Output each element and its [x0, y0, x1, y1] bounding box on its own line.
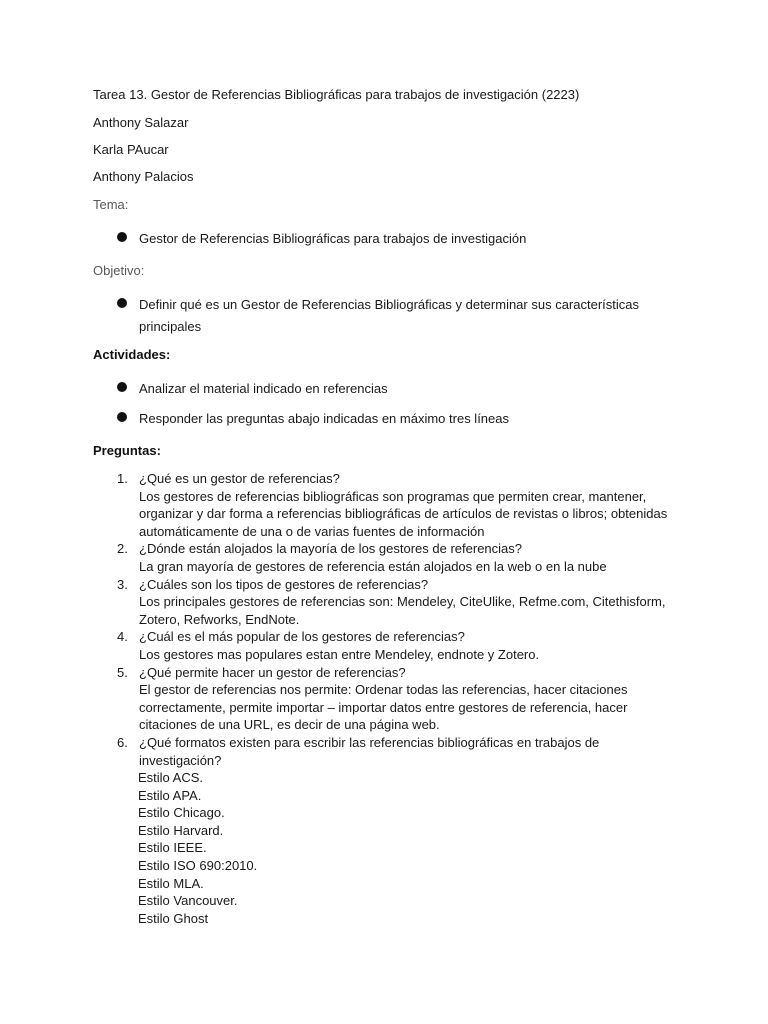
question-item	[93, 734, 693, 928]
question-number: 3.	[117, 576, 128, 592]
question-text: ¿Dónde están alojados la mayoría de los gestores de referencias?	[139, 541, 522, 557]
bullet-dot-icon	[117, 232, 127, 242]
question-text: ¿Qué es un gestor de referencias?	[139, 471, 340, 486]
question-number: 2.	[117, 541, 128, 557]
author-2: Karla PAucar	[93, 142, 169, 157]
citation-style-item: Estilo ACS.	[138, 770, 204, 786]
question-item	[93, 664, 693, 734]
bullet-dot-icon	[117, 382, 127, 392]
question-item	[93, 470, 693, 540]
preguntas-heading: Preguntas:	[93, 443, 161, 458]
question-text: ¿Cuál es el más popular de los gestores de referencias?	[139, 629, 465, 645]
bullet-dot-icon	[117, 298, 127, 308]
question-text: ¿Qué formatos existen para escribir las referencias bibliográficas en trabajos de investigación?	[139, 734, 600, 768]
question-item	[93, 628, 693, 663]
citation-style-item: Estilo IEEE.	[138, 840, 207, 856]
document-title: Tarea 13. Gestor de Referencias Bibliográficas para trabajos de investigación (2223)	[93, 87, 580, 102]
question-number: 4.	[117, 629, 128, 645]
citation-style-item: Estilo Ghost	[138, 910, 209, 926]
actividades-heading: Actividades:	[93, 347, 171, 362]
author-3: Anthony Palacios	[93, 169, 194, 184]
citation-style-item: Estilo Chicago.	[138, 805, 225, 821]
author-1: Anthony Salazar	[93, 115, 189, 130]
question-number: 6.	[117, 734, 128, 750]
answer-text: El gestor de referencias nos permite: Ordenar todas las referencias, hacer citaciones correctamente, permite importar – importar datos entre gestores de referencia, hacer citaciones de una URL, es decir de una página web.	[139, 682, 628, 733]
question-item	[93, 576, 693, 629]
answer-text: Los principales gestores de referencias son: Mendeley, CiteUlike, Refme.com, Citethisform, Zotero, Refworks, EndNote.	[139, 594, 666, 627]
citation-style-item: Estilo Harvard.	[138, 822, 224, 838]
answer-text: Los gestores mas populares estan entre Mendeley, endnote y Zotero.	[139, 646, 540, 662]
answer-text: La gran mayoría de gestores de referencia están alojados en la web o en la nube	[139, 558, 607, 574]
objetivo-heading: Objetivo:	[93, 263, 145, 278]
preguntas-list	[93, 470, 693, 927]
bullet-dot-icon	[117, 412, 127, 422]
answer-text: Los gestores de referencias bibliográficas son programas que permiten crear, mantener, organizar y dar forma a referencias bibliográficas de artículos de revistas o libros; obtenidas automáticamente de una o de varias fuentes de información	[139, 488, 668, 539]
citation-style-item: Estilo MLA.	[138, 875, 204, 891]
question-text: ¿Cuáles son los tipos de gestores de referencias?	[139, 576, 429, 592]
actividades-item-text: Analizar el material indicado en referencias	[139, 381, 388, 396]
question-number: 5.	[117, 664, 128, 680]
question-number: 1.	[117, 471, 128, 486]
citation-style-item: Estilo Vancouver.	[138, 893, 238, 909]
tema-item-text: Gestor de Referencias Bibliográficas para trabajos de investigación	[139, 231, 527, 246]
citation-style-item: Estilo ISO 690:2010.	[138, 858, 258, 874]
tema-heading: Tema:	[93, 197, 129, 212]
actividades-item-text: Responder las preguntas abajo indicadas en máximo tres líneas	[139, 411, 509, 426]
question-item	[93, 540, 693, 575]
question-text: ¿Qué permite hacer un gestor de referencias?	[139, 664, 406, 680]
citation-style-item: Estilo APA.	[138, 787, 202, 803]
objetivo-item-text: Definir qué es un Gestor de Referencias Bibliográficas y determinar sus características principales	[139, 297, 639, 334]
